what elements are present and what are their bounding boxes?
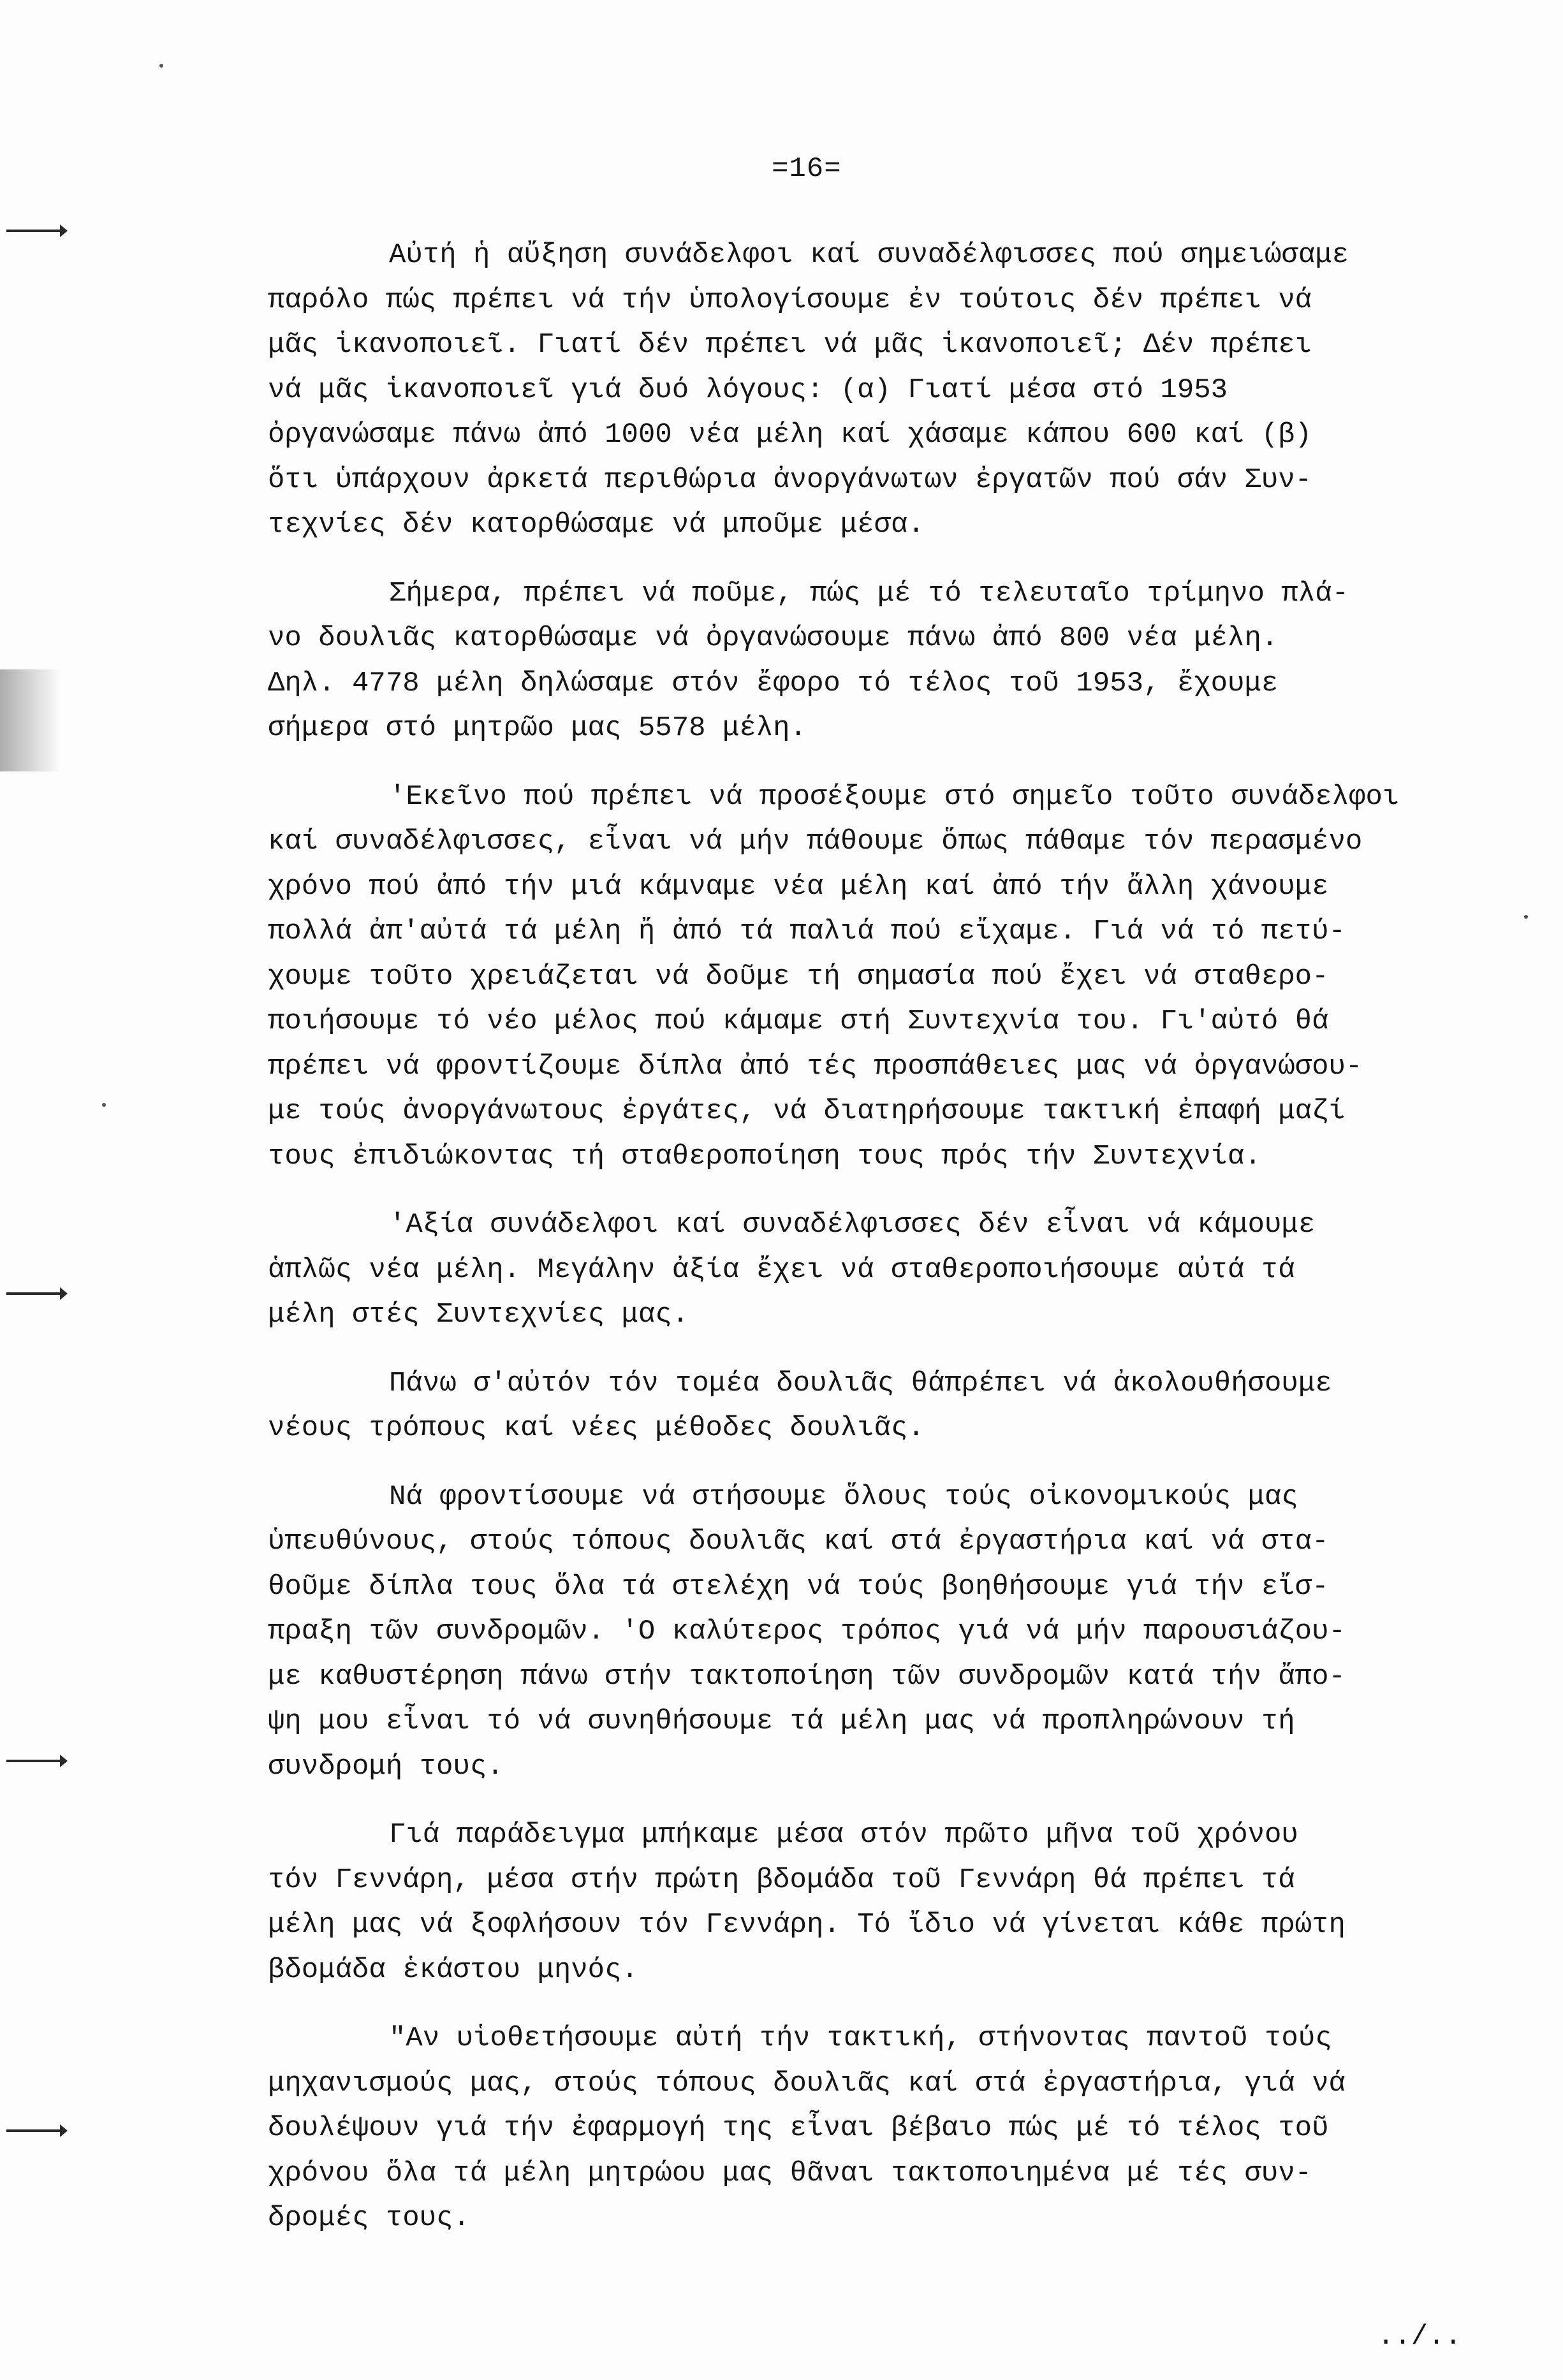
text-line: χουμε τοῦτο χρειάζεται νά δοῦμε τή σημασία πού ἔχει νά σταθερο- xyxy=(268,960,1329,993)
text-line: μέλη μας νά ξοφλήσουν τόν Γεννάρη. Τό ἴδιο νά γίνεται κάθε πρώτη xyxy=(268,1909,1346,1941)
paragraph xyxy=(268,1361,1530,1451)
continuation-mark: ../.. xyxy=(1377,2321,1462,2353)
text-line: ἁπλῶς νέα μέλη. Μεγάλην ἀξία ἔχει νά σταθεροποιήσουμε αὐτά τά xyxy=(268,1253,1295,1286)
text-line: πολλά ἀπ'αὐτά τά μέλη ἤ ἀπό τά παλιά πού εἴχαμε. Γιά νά τό πετύ- xyxy=(268,916,1346,947)
text-line: ποιήσουμε τό νέο μέλος πού κάμαμε στή Συντεχνία του. Γι'αὐτό θά xyxy=(268,1005,1329,1037)
page-number: =16= xyxy=(772,153,842,185)
text-line: "Αν υἱοθετήσουμε αὐτή τήν τακτική, στήνοντας παντοῦ τούς xyxy=(389,2022,1332,2054)
text-line: μηχανισμούς μας, στούς τόπους δουλιᾶς καί στά ἐργαστήρια, γιά νά xyxy=(268,2067,1346,2099)
paragraph xyxy=(268,571,1530,751)
paper-speck xyxy=(102,1103,106,1107)
text-line: πραξη τῶν συνδρομῶν. 'Ο καλύτερος τρόπος γιά νά μήν παρουσιάζου- xyxy=(268,1616,1346,1647)
paragraph xyxy=(268,1202,1530,1338)
text-line: Αὐτή ἡ αὔξηση συνάδελφοι καί συναδέλφισσες πού σημειώσαμε xyxy=(389,239,1349,271)
text-line: καί συναδέλφισσες, εἶναι νά μήν πάθουμε ὅπως πάθαμε τόν περασμένο xyxy=(268,826,1363,858)
text-line: σήμερα στό μητρῶο μας 5578 μέλη. xyxy=(268,712,807,744)
text-line: μέλη στές Συντεχνίες μας. xyxy=(268,1299,689,1331)
text-line: ὑπευθύνους, στούς τόπους δουλιᾶς καί στά ἐργαστήρια καί νά στα- xyxy=(268,1526,1329,1558)
paragraph xyxy=(268,2016,1530,2241)
text-line: δρομές τους. xyxy=(268,2202,470,2234)
text-line: ψη μου εἶναι τό νά συνηθήσουμε τά μέλη μας νά προπληρώνουν τή xyxy=(268,1705,1295,1737)
margin-tick-mark xyxy=(6,1760,64,1762)
text-line: χρόνο πού ἀπό τήν μιά κάμναμε νέα μέλη καί ἀπό τήν ἄλλη χάνουμε xyxy=(268,870,1329,903)
text-line: Σήμερα, πρέπει νά ποῦμε, πώς μέ τό τελευταῖο τρίμηνο πλά- xyxy=(389,577,1349,610)
text-line: νο δουλιᾶς κατορθώσαμε νά ὀργανώσουμε πάνω ἀπό 800 νέα μέλη. xyxy=(268,622,1279,654)
margin-tick-mark xyxy=(6,230,64,232)
text-line: μᾶς ἱκανοποιεῖ. Γιατί δέν πρέπει νά μᾶς ἱκανοποιεῖ; Δέν πρέπει xyxy=(268,329,1312,361)
margin-tick-mark xyxy=(6,1292,64,1295)
text-line: Γιά παράδειγμα μπήκαμε μέσα στόν πρῶτο μῆνα τοῦ χρόνου xyxy=(389,1819,1298,1851)
text-line: πρέπει νά φροντίζουμε δίπλα ἀπό τές προσπάθειες μας νά ὀργανώσου- xyxy=(268,1050,1363,1083)
text-line: τεχνίες δέν κατορθώσαμε νά μποῦμε μέσα. xyxy=(268,509,925,541)
text-line: Δηλ. 4778 μέλη δηλώσαμε στόν ἔφορο τό τέλος τοῦ 1953, ἔχουμε xyxy=(268,667,1279,699)
body-text xyxy=(268,233,1530,2265)
text-line: ὅτι ὑπάρχουν ἀρκετά περιθώρια ἀνοργάνωτων ἐργατῶν πού σάν Συν- xyxy=(268,464,1312,496)
text-line: με τούς ἀνοργάνωτους ἐργάτες, νά διατηρήσουμε τακτική ἐπαφή μαζί xyxy=(268,1095,1346,1127)
text-line: τόν Γεννάρη, μέσα στήν πρώτη βδομάδα τοῦ Γεννάρη θά πρέπει τά xyxy=(268,1864,1295,1896)
paragraph xyxy=(268,775,1530,1179)
margin-tick-mark xyxy=(6,2129,64,2132)
text-line: παρόλο πώς πρέπει νά τήν ὑπολογίσουμε ἐν τούτοις δέν πρέπει νά xyxy=(268,284,1312,316)
text-line: τους ἐπιδιώκοντας τή σταθεροποίηση τους πρός τήν Συντεχνία. xyxy=(268,1140,1261,1172)
text-line: Πάνω σ'αὐτόν τόν τομέα δουλιᾶς θάπρέπει νά ἀκολουθήσουμε xyxy=(389,1367,1332,1399)
binding-edge-shadow xyxy=(0,669,61,771)
paper-speck xyxy=(159,64,163,68)
paragraph xyxy=(268,233,1530,548)
text-line: νά μᾶς ἱκανοποιεῖ γιά δυό λόγους: (α) Γιατί μέσα στό 1953 xyxy=(268,374,1228,406)
text-line: συνδρομή τους. xyxy=(268,1750,504,1783)
text-line: νέους τρόπους καί νέες μέθοδες δουλιᾶς. xyxy=(268,1412,925,1444)
text-line: βδομάδα ἑκάστου μηνός. xyxy=(268,1953,638,1986)
text-line: με καθυστέρηση πάνω στήν τακτοποίηση τῶν συνδρομῶν κατά τήν ἄπο- xyxy=(268,1660,1346,1693)
paragraph xyxy=(268,1813,1530,1992)
text-line: χρόνου ὅλα τά μέλη μητρώου μας θᾶναι τακτοποιημένα μέ τές συν- xyxy=(268,2157,1312,2189)
text-line: 'Εκεῖνο πού πρέπει νά προσέξουμε στό σημεῖο τοῦτο συνάδελφοι xyxy=(389,780,1400,813)
text-line: 'Αξία συνάδελφοι καί συναδέλφισσες δέν εἶναι νά κάμουμε xyxy=(389,1209,1316,1241)
text-line: ὀργανώσαμε πάνω ἀπό 1000 νέα μέλη καί χάσαμε κάπου 600 καί (β) xyxy=(268,419,1312,451)
paragraph xyxy=(268,1475,1530,1790)
text-line: θοῦμε δίπλα τους ὅλα τά στελέχη νά τούς βοηθήσουμε γιά τήν εἴσ- xyxy=(268,1570,1329,1603)
text-line: δουλέψουν γιά τήν ἐφαρμογή της εἶναι βέβαιο πώς μέ τό τέλος τοῦ xyxy=(268,2112,1329,2144)
text-line: Νά φροντίσουμε νά στήσουμε ὅλους τούς οἰκονομικούς μας xyxy=(389,1480,1298,1513)
